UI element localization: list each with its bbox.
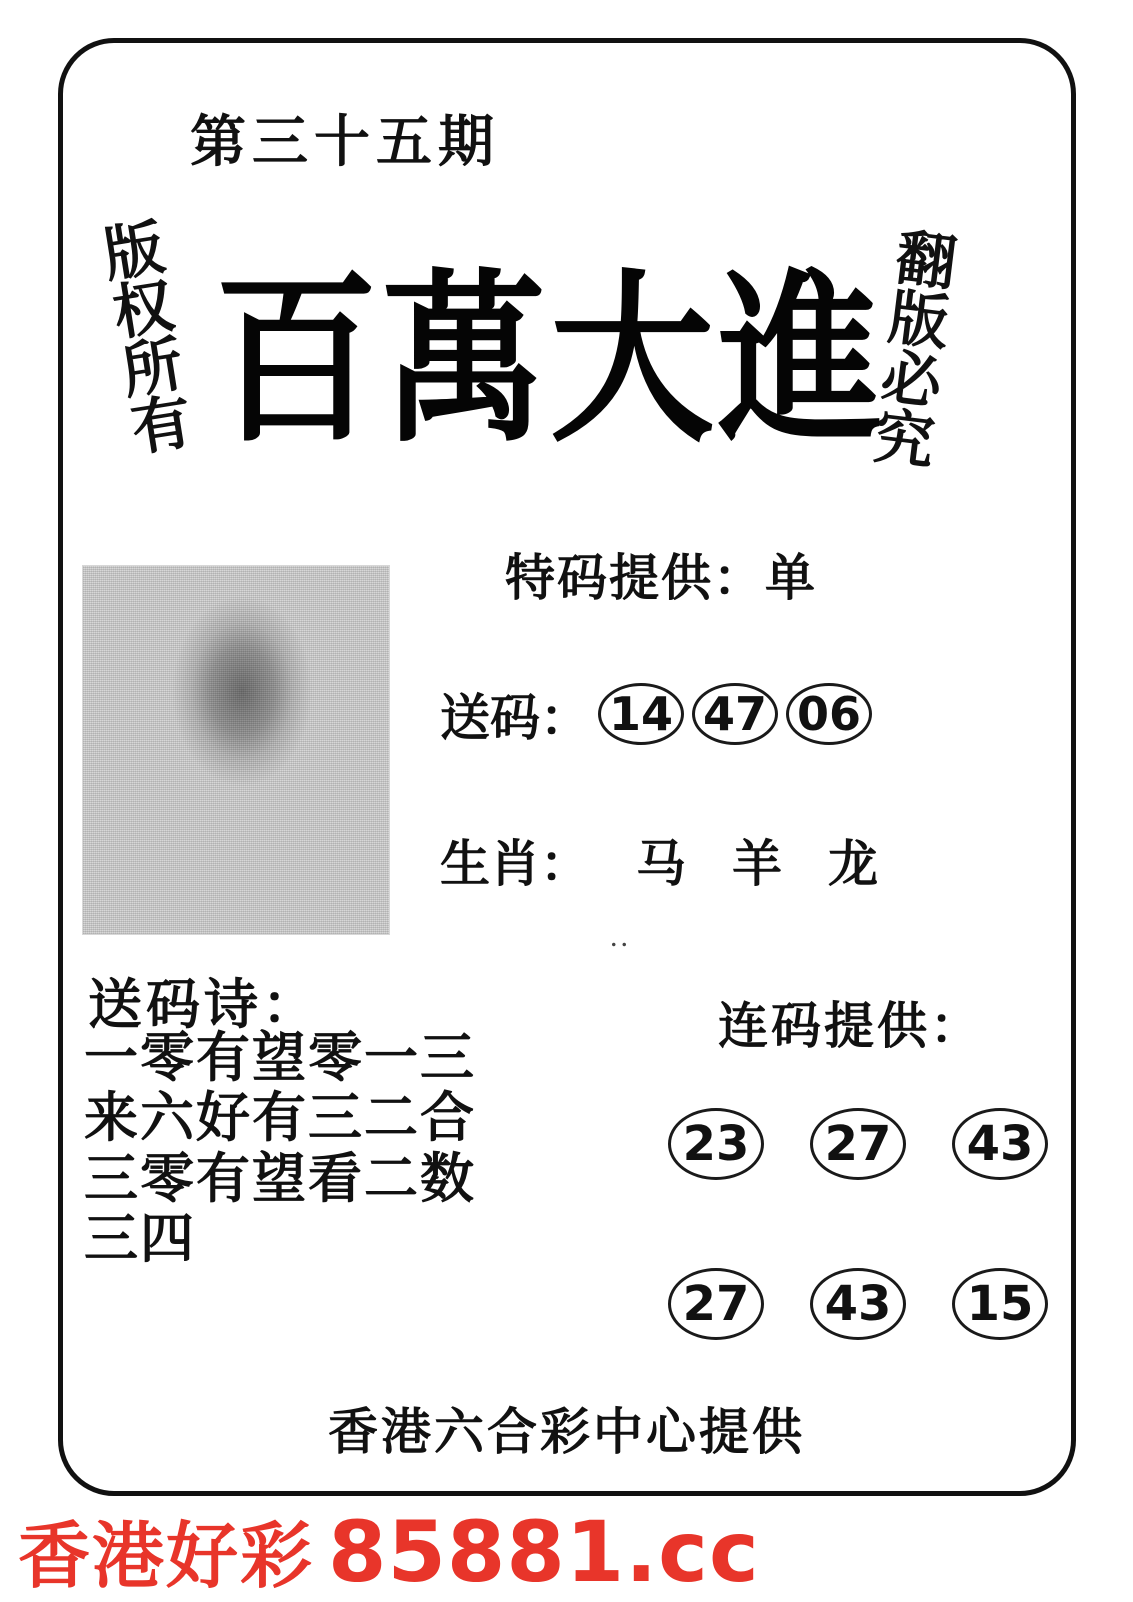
- watermark-text: 香港好彩: [18, 1514, 315, 1598]
- poem-title: 送码诗：: [88, 973, 320, 1036]
- send-code-line: [440, 678, 872, 750]
- special-code-line: [505, 538, 817, 610]
- copyright-left-char-4: 有: [126, 386, 197, 466]
- watermark-site: 85881.cc: [328, 1503, 760, 1601]
- copyright-right-char-3: 必: [877, 342, 946, 419]
- special-code-label: 特码提供：: [505, 549, 765, 607]
- send-code-label: 送码：: [440, 689, 590, 747]
- poem-line-1: 一零有望零一三: [84, 1026, 476, 1089]
- special-code-value: 单: [765, 549, 817, 607]
- poem-line-4: 三四: [84, 1207, 196, 1271]
- copyright-left-char-1: 版: [99, 212, 170, 292]
- decorative-dots: ..: [610, 920, 631, 953]
- footer-source: 香港六合彩中心提供: [328, 1403, 805, 1461]
- zodiac-animal-1: 马: [636, 835, 686, 893]
- copyright-right-char-4: 究: [870, 401, 939, 479]
- copyright-left-char-2: 权: [108, 270, 179, 350]
- send-code-ball-1: 14: [598, 683, 684, 745]
- zodiac-animal-3: 龙: [828, 835, 878, 893]
- lianma-ball-4: 27: [668, 1268, 764, 1340]
- poem-body: [84, 1026, 584, 1271]
- portrait-photo: [82, 565, 390, 935]
- poem-line-3: 三零有望看二数: [84, 1146, 476, 1210]
- issue-number: 第三十五期: [190, 110, 500, 175]
- send-code-ball-3: 06: [786, 683, 872, 745]
- watermark: [18, 1498, 760, 1602]
- lianma-ball-6: 15: [952, 1268, 1048, 1340]
- lianma-ball-1: 23: [668, 1108, 764, 1180]
- lianma-ball-2: 27: [810, 1108, 906, 1180]
- lianma-title: 连码提供：: [718, 997, 983, 1055]
- zodiac-label: 生肖：: [440, 835, 590, 893]
- lianma-row-1: [668, 1108, 1048, 1180]
- poem-line-2: 来六好有三二合: [84, 1086, 476, 1150]
- lianma-ball-3: 43: [952, 1108, 1048, 1180]
- zodiac-line: [440, 824, 924, 896]
- page-title: 百萬大進: [213, 251, 886, 468]
- copyright-right-char-1: 翻: [892, 223, 961, 300]
- lianma-ball-5: 43: [810, 1268, 906, 1340]
- lianma-row-2: [668, 1268, 1048, 1340]
- copyright-left-char-3: 所: [117, 328, 188, 408]
- copyright-right-char-2: 版: [884, 282, 953, 360]
- send-code-ball-2: 47: [692, 683, 778, 745]
- zodiac-animal-2: 羊: [732, 835, 782, 893]
